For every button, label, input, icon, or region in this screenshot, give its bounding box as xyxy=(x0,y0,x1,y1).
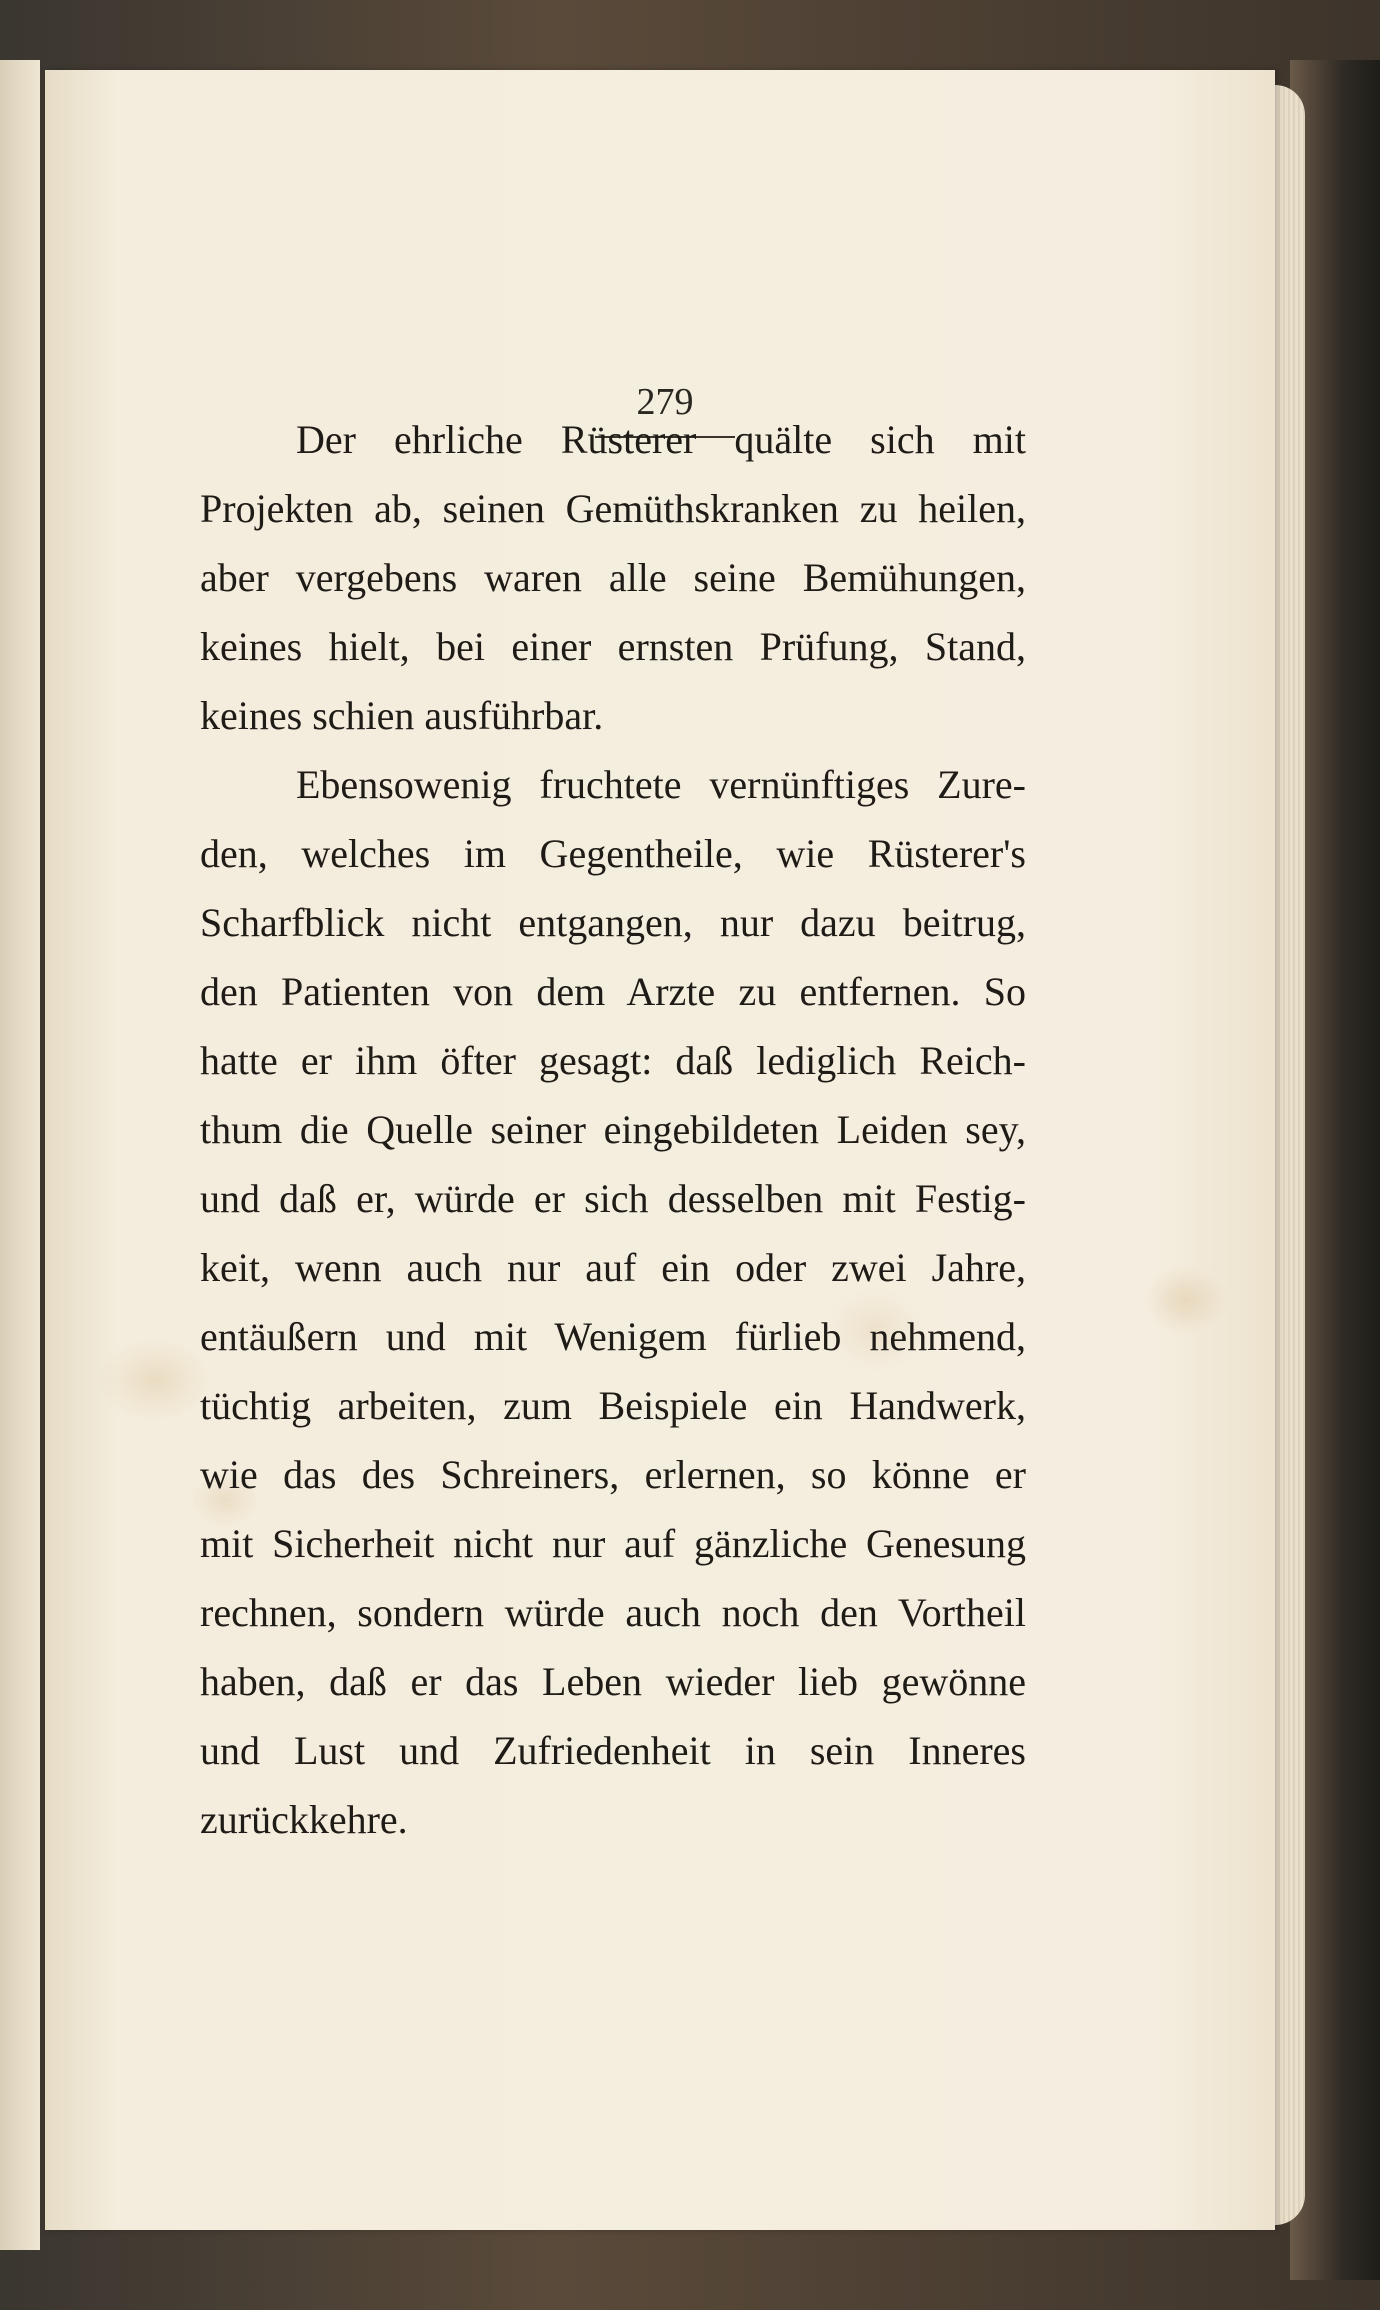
text-line: tüchtig arbeiten, zum Beispiele ein Handwerk, xyxy=(200,1383,1026,1428)
text-line: und daß er, würde er sich desselben mit Festig- xyxy=(200,1176,1026,1221)
text-line: keines schien ausführbar. xyxy=(200,693,604,738)
text-line: Scharfblick nicht entgangen, nur dazu beitrug, xyxy=(200,900,1026,945)
text-line: zurückkehre. xyxy=(200,1797,408,1842)
text-line: thum die Quelle seiner eingebildeten Leiden sey, xyxy=(200,1107,1026,1152)
text-line: den Patienten von dem Arzte zu entfernen. So xyxy=(200,969,1026,1014)
text-line: den, welches im Gegentheile, wie Rüsterer's xyxy=(200,831,1026,876)
text-line: aber vergebens waren alle seine Bemühungen, xyxy=(200,555,1026,600)
body-text xyxy=(200,405,1026,1854)
text-line: Der ehrliche Rüsterer quälte sich mit xyxy=(296,417,1026,462)
page-number: 279 xyxy=(636,381,694,423)
text-line: mit Sicherheit nicht nur auf gänzliche Genesung xyxy=(200,1521,1026,1566)
text-line: keines hielt, bei einer ernsten Prüfung, Stand, xyxy=(200,624,1026,669)
facing-page-edge xyxy=(0,60,40,2250)
text-line: Ebensowenig fruchtete vernünftiges Zure- xyxy=(296,762,1026,807)
text-line: haben, daß er das Leben wieder lieb gewönne xyxy=(200,1659,1026,1704)
text-line: rechnen, sondern würde auch noch den Vortheil xyxy=(200,1590,1026,1635)
text-line: entäußern und mit Wenigem fürlieb nehmend, xyxy=(200,1314,1026,1359)
text-line: wie das des Schreiners, erlernen, so könne er xyxy=(200,1452,1026,1497)
text-line: Projekten ab, seinen Gemüthskranken zu heilen, xyxy=(200,486,1026,531)
text-line: und Lust und Zufriedenheit in sein Inneres xyxy=(200,1728,1026,1773)
text-line: keit, wenn auch nur auf ein oder zwei Jahre, xyxy=(200,1245,1026,1290)
text-line: hatte er ihm öfter gesagt: daß lediglich Reich- xyxy=(200,1038,1026,1083)
